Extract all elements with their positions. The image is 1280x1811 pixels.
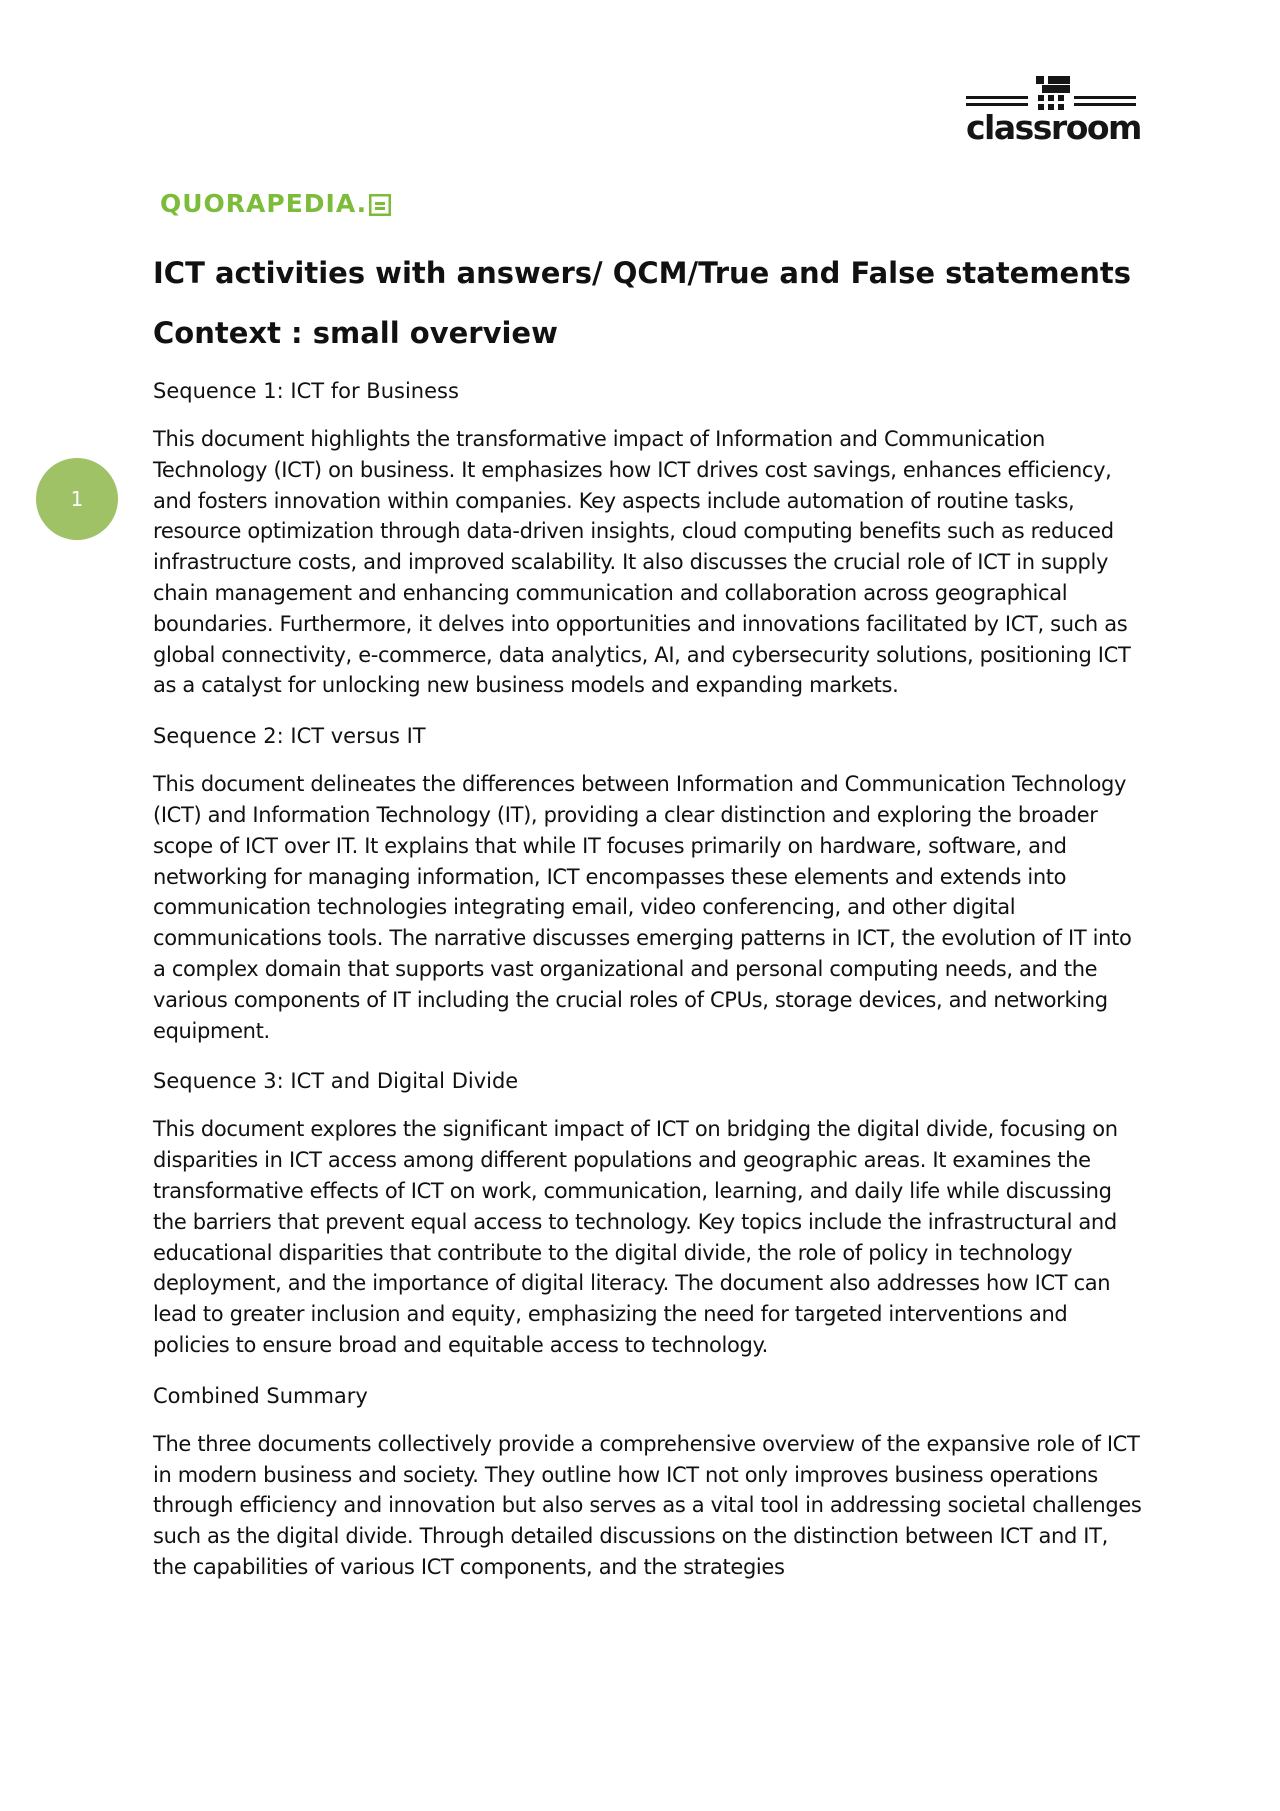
quorapedia-logo-text: QUORAPEDIA. [160,189,368,218]
quorapedia-logo-mark-icon [369,194,391,216]
classroom-logo-text: classroom [966,108,1141,147]
section-title: Context : small overview [153,316,558,350]
document-body [153,250,1143,1583]
document-title: ICT activities with answers/ QCM/True and False statements [153,256,1131,290]
quorapedia-logo [160,188,391,220]
sequence-3-label: Sequence 3: ICT and Digital Divide [153,1069,519,1094]
sequence-3-text: This document explores the significant impact of ICT on bridging the digital divide, focusing on disparities in ICT access among different populations and geographic areas. It examines the transformative effects of ICT on work, communication, learning, and daily life while discussing the barriers that prevent equal access to technology. Key topics include the infrastructural and educational disparities that contribute to the digital divide, the role of policy in technology deployment, and the importance of digital literacy. The document also addresses how ICT can lead to greater inclusion and equity, emphasizing the need for targeted interventions and policies to ensure broad and equitable access to technology. [153,1117,1118,1357]
sequence-2-text: This document delineates the differences between Information and Communication Technology (ICT) and Information Technology (IT), providing a clear distinction and exploring the broader scope of ICT over IT. It explains that while IT focuses primarily on hardware, software, and networking for managing information, ICT encompasses these elements and extends into communication technologies integrating email, video conferencing, and other digital communications tools. The narrative discusses emerging patterns in ICT, the evolution of IT into a complex domain that supports vast organizational and personal computing needs, and the various components of IT including the crucial roles of CPUs, storage devices, and networking equipment. [153,772,1132,1043]
page-number-badge: 1 [36,458,118,540]
combined-summary-text: The three documents collectively provide a comprehensive overview of the expansive role of ICT in modern business and society. They outline how ICT not only improves business operations through efficiency and innovation but also serves as a vital tool in addressing societal challenges such as the digital divide. Through detailed discussions on the distinction between ICT and IT, the capabilities of various ICT components, and the strategies [153,1431,1142,1579]
sequence-1-text: This document highlights the transformative impact of Information and Communication Technology (ICT) on business. It emphasizes how ICT drives cost savings, enhances efficiency, and fosters innovation within companies. Key aspects include automation of routine tasks, resource optimization through data-driven insights, cloud computing benefits such as reduced infrastructure costs, and improved scalability. It also discusses the crucial role of ICT in supply chain management and enhancing communication and collaboration across geographical boundaries. Furthermore, it delves into opportunities and innovations facilitated by ICT, such as global connectivity, e-commerce, data analytics, AI, and cybersecurity solutions, positioning ICT as a catalyst for unlocking new business models and expanding markets. [153,427,1131,698]
combined-summary-label: Combined Summary [153,1383,368,1408]
classroom-logo [966,74,1141,147]
sequence-2-label: Sequence 2: ICT versus IT [153,724,426,749]
sequence-1-label: Sequence 1: ICT for Business [153,379,459,403]
